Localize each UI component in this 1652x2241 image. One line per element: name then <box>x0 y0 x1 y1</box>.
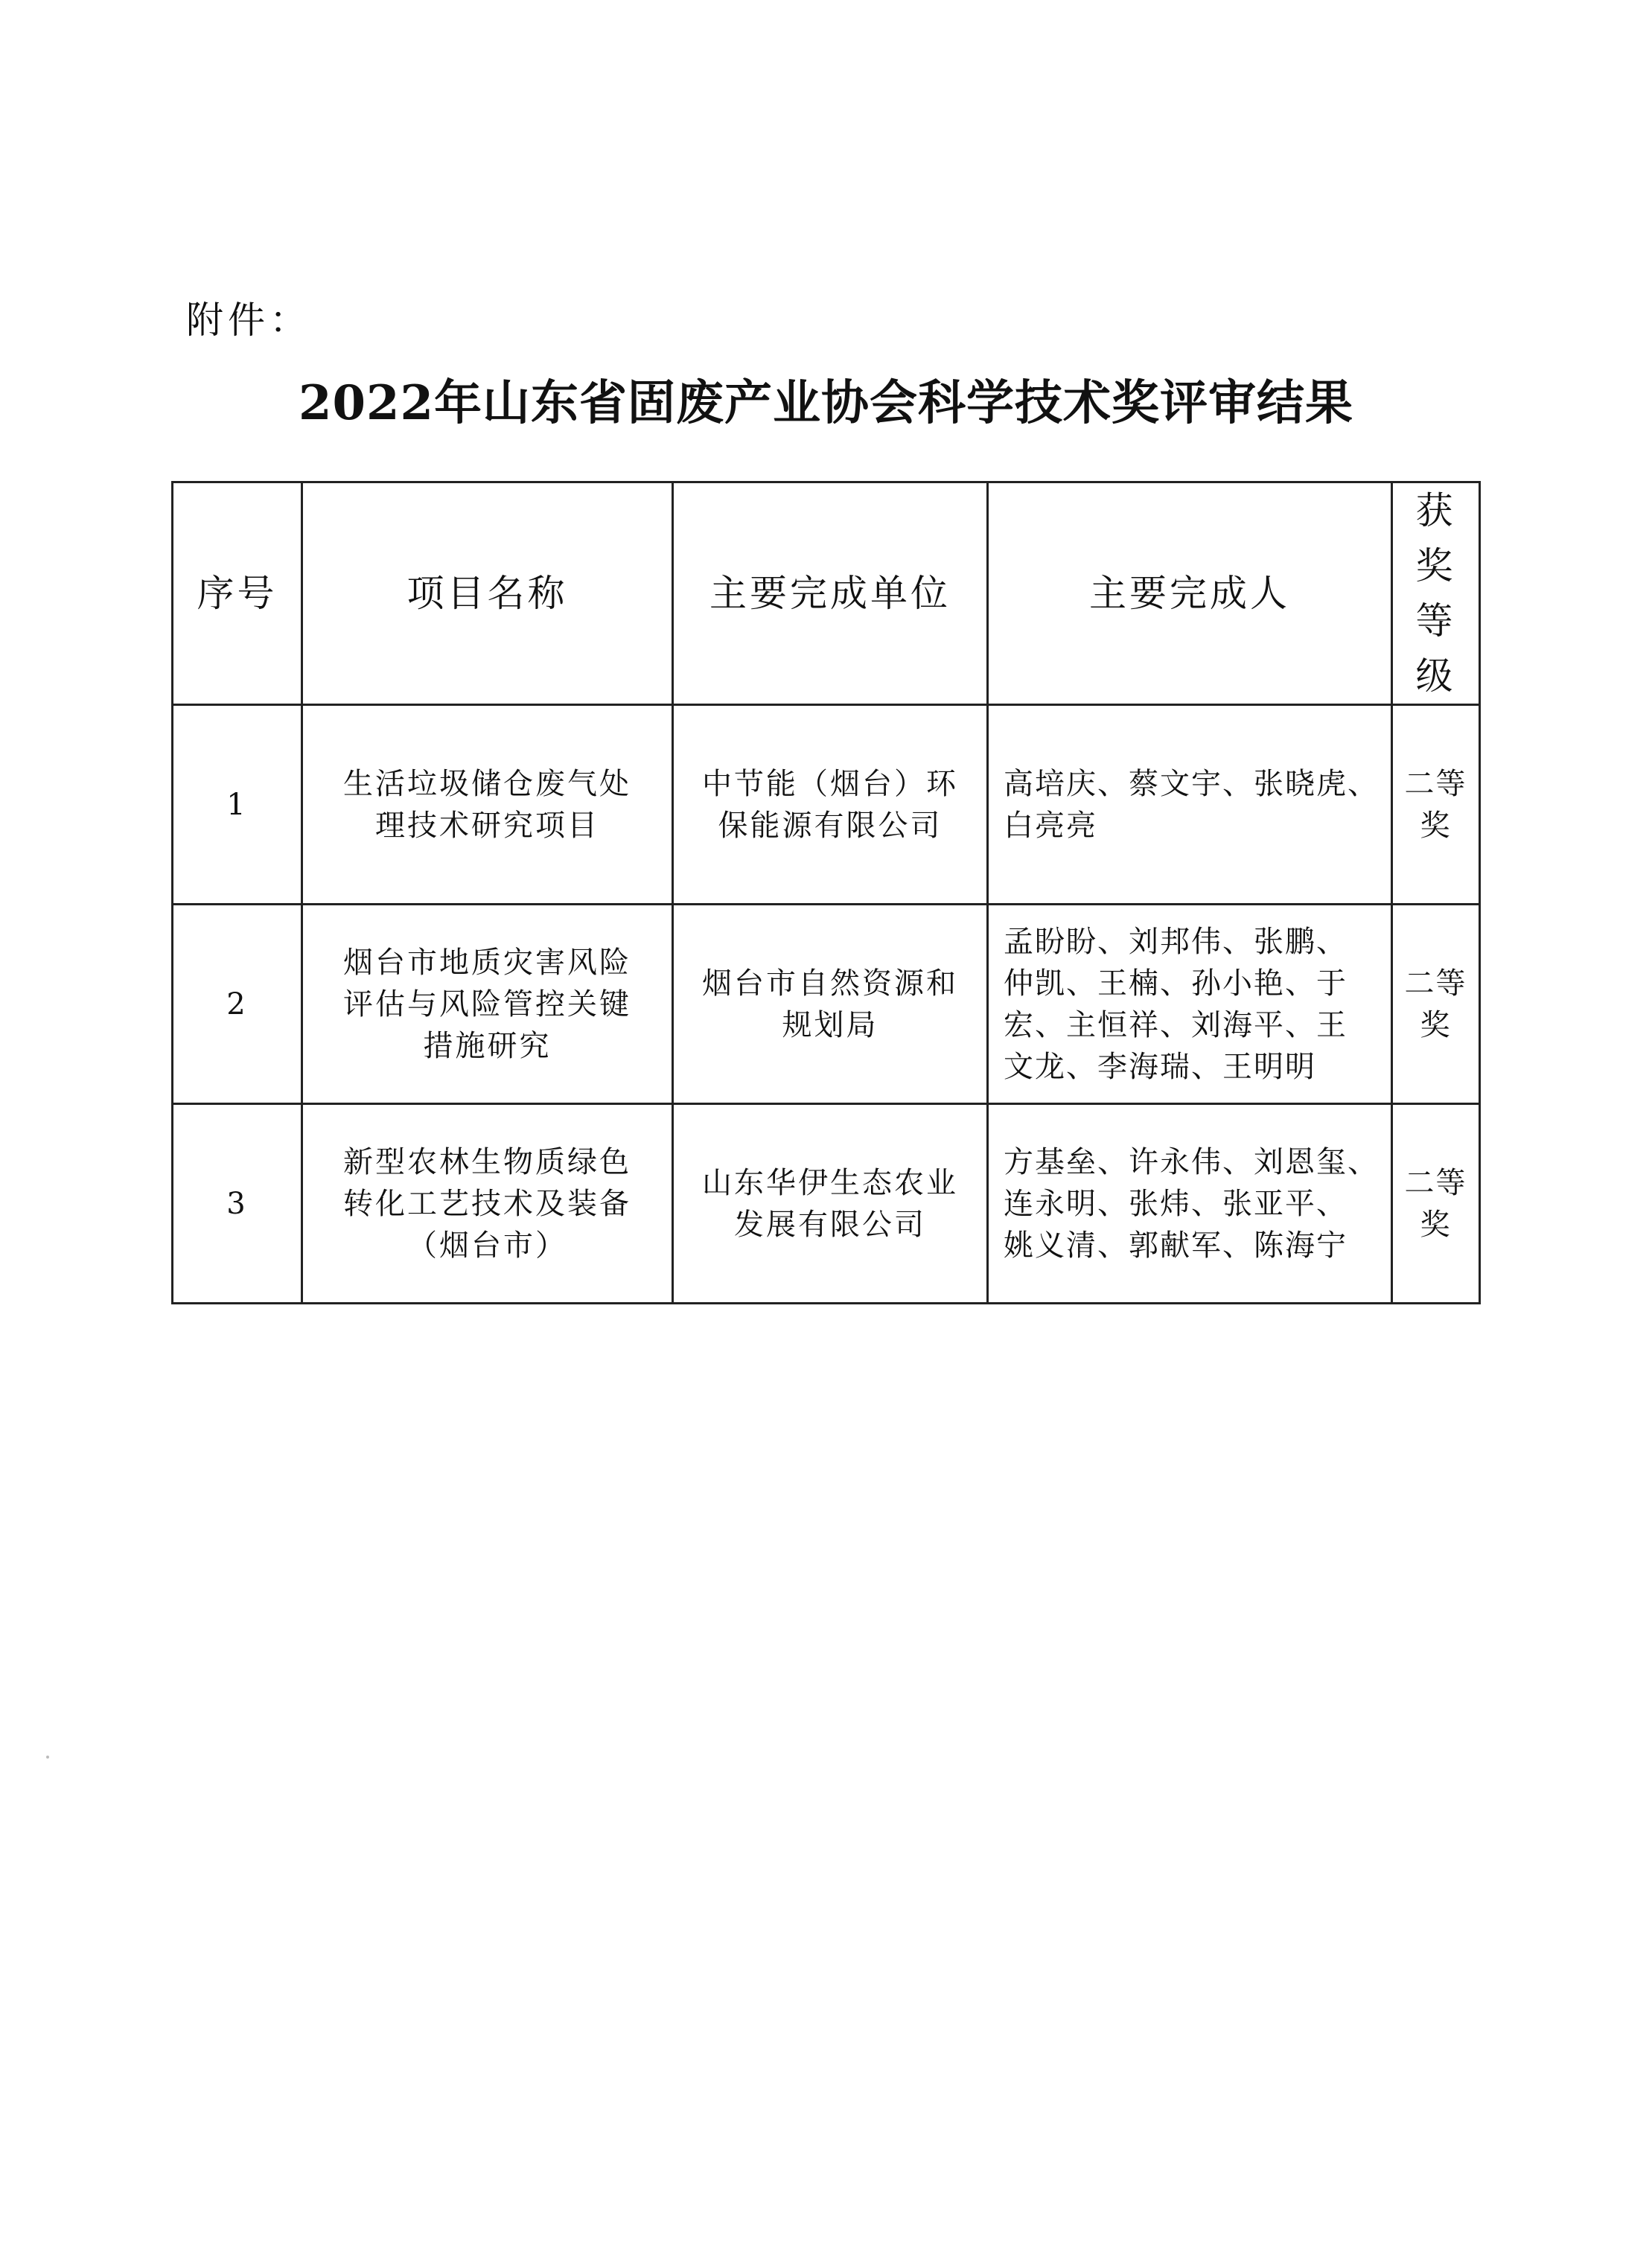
cell-no: 1 <box>173 705 302 905</box>
header-no: 序号 <box>173 482 302 705</box>
cell-award: 二等奖 <box>1392 1104 1480 1304</box>
cell-persons: 高培庆、蔡文宇、张晓虎、 白亮亮 <box>988 705 1392 905</box>
cell-unit: 烟台市自然资源和 规划局 <box>673 905 988 1104</box>
cell-award: 二等奖 <box>1392 905 1480 1104</box>
cell-no: 3 <box>173 1104 302 1304</box>
award-results-table <box>171 481 1481 1304</box>
cell-award: 二等奖 <box>1392 705 1480 905</box>
cell-no: 2 <box>173 905 302 1104</box>
header-award: 获奖 等级 <box>1392 482 1480 705</box>
scan-speck <box>46 1756 49 1759</box>
cell-project: 生活垃圾储仓废气处 理技术研究项目 <box>302 705 673 905</box>
cell-project: 烟台市地质灾害风险 评估与风险管控关键 措施研究 <box>302 905 673 1104</box>
cell-project: 新型农林生物质绿色 转化工艺技术及装备 （烟台市） <box>302 1104 673 1304</box>
table-header-row <box>173 482 1480 705</box>
cell-persons: 方基垒、许永伟、刘恩玺、 连永明、张炜、张亚平、 姚义清、郭献军、陈海宁 <box>988 1104 1392 1304</box>
cell-persons: 孟盼盼、刘邦伟、张鹏、 仲凯、王楠、孙小艳、于 宏、主恒祥、刘海平、王 文龙、李海瑞、王明明 <box>988 905 1392 1104</box>
attachment-label: 附件： <box>186 299 311 342</box>
table-row <box>173 705 1480 905</box>
header-persons: 主要完成人 <box>988 482 1392 705</box>
table-row <box>173 905 1480 1104</box>
header-project: 项目名称 <box>302 482 673 705</box>
document-title: 2022年山东省固废产业协会科学技术奖评审结果 <box>298 375 1354 431</box>
cell-unit: 中节能（烟台）环 保能源有限公司 <box>673 705 988 905</box>
cell-unit: 山东华伊生态农业 发展有限公司 <box>673 1104 988 1304</box>
header-unit: 主要完成单位 <box>673 482 988 705</box>
table-row <box>173 1104 1480 1304</box>
